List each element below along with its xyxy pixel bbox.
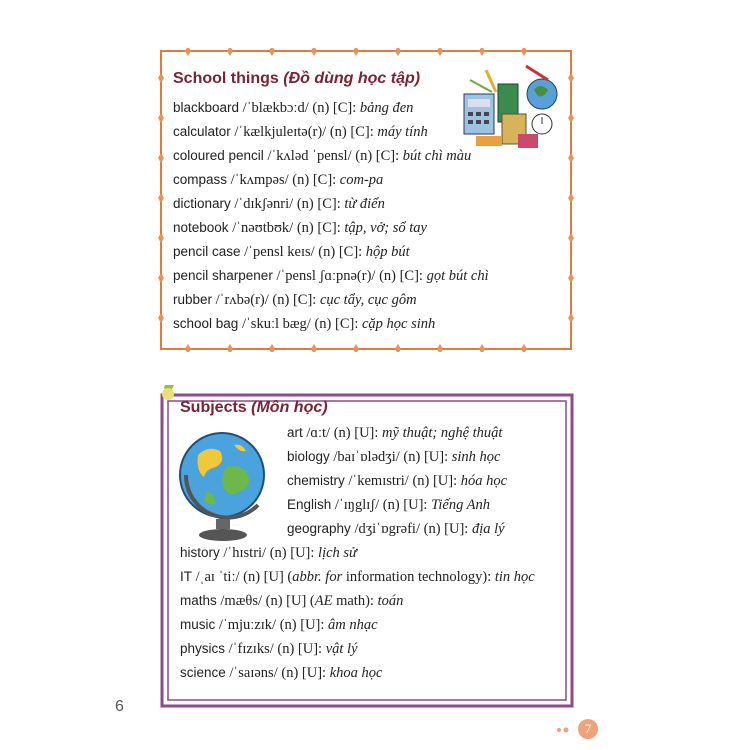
frame-diamond-ornament [521,48,527,56]
entry-ipa: /ˈblækbɔːd/ [242,100,309,116]
page-number-badge: 7 [578,719,598,739]
entry-word: compass [173,172,228,187]
entry-ipa: /ˈkælkjuleɪtə(r)/ [234,124,327,140]
entry-meaning: toán [377,593,404,609]
entry-meaning: bảng đen [359,100,414,116]
school-things-entry [173,268,489,285]
frame-diamond-ornament [353,344,359,352]
entry-ipa: /ˈkemɪstri/ [348,473,409,489]
entry-grammar: (n) [C]: [355,148,400,164]
entry-grammar: (n) [U]: [333,425,379,441]
entry-meaning: âm nhạc [328,617,378,633]
entry-ipa: /ˈpensl ʃɑːpnə(r)/ [276,268,376,284]
frame-diamond-ornament [185,344,191,352]
entry-meaning: mỹ thuật; nghệ thuật [382,425,503,441]
entry-word: pencil sharpener [173,268,273,283]
entry-abbr: abbr. for [292,569,343,585]
frame-diamond-ornament [568,313,574,323]
page-dots-decoration [556,727,576,733]
entry-grammar: (n) [U]: [382,497,428,513]
school-things-card [158,48,574,352]
entry-grammar: (n) [U]: [279,617,325,633]
entry-grammar: (n) [U] ( [243,569,293,585]
school-things-entry [173,244,410,261]
frame-diamond-ornament [437,48,443,56]
entry-word: rubber [173,292,213,307]
entry-meaning: lịch sử [318,545,357,561]
subjects-entry [180,617,378,634]
school-things-entry [173,172,383,189]
page-edge-mark: 6 [115,698,124,715]
entry-ipa: /ˈmjuːzɪk/ [218,617,277,633]
frame-diamond-ornament [311,48,317,56]
school-things-entry [173,148,471,165]
entry-grammar: (n) [C]: [312,100,357,116]
entry-meaning: sinh học [451,449,501,465]
entry-ipa: /ˈskuːl bæg/ [241,316,311,332]
entry-grammar: (n) [U] ( [265,593,315,609]
school-things-entry [173,292,417,309]
entry-word: coloured pencil [173,148,264,163]
entry-grammar: (n) [U]: [269,545,315,561]
entry-ipa: /ɑːt/ [306,425,331,441]
entry-grammar: (n) [C]: [272,292,317,308]
entry-meaning: tập, vở; sổ tay [344,220,427,236]
entry-meaning: từ điển [344,196,385,212]
subjects-entry [180,545,357,562]
entry-word: English [287,497,332,512]
entry-grammar: (n) [U]: [423,521,469,537]
entry-meaning: Tiếng Anh [431,497,491,513]
entry-word: notebook [173,220,229,235]
subjects-entry [287,521,505,538]
entry-ipa: /ˈkʌmpəs/ [230,172,289,188]
entry-ipa: /ˈdɪkʃənri/ [234,196,294,212]
entry-grammar: (n) [C]: [292,172,337,188]
subjects-entry [180,569,535,586]
frame-diamond-ornament [353,48,359,56]
entry-word: chemistry [287,473,345,488]
frame-diamond-ornament [311,344,317,352]
frame-diamond-ornament [568,113,574,123]
entry-grammar: (n) [C]: [379,268,423,284]
entry-ipa: /mæθs/ [220,593,262,609]
entry-grammar: (n) [C]: [296,220,341,236]
subjects-entry [287,497,490,514]
entry-ipa: /baɪˈɒlədʒi/ [333,449,400,465]
entry-grammar: (n) [C]: [329,124,374,140]
entry-grammar: (n) [U]: [277,641,323,657]
entry-meaning: hóa học [460,473,508,489]
entry-word: science [180,665,226,680]
entry-word: maths [180,593,217,608]
entry-word: dictionary [173,196,231,211]
entry-word: history [180,545,220,560]
frame-diamond-ornament [158,273,164,283]
school-things-title: School things (Đồ dùng học tập) [173,70,421,87]
entry-meaning: cặp học sinh [361,316,436,332]
entry-word: music [180,617,216,632]
frame-diamond-ornament [158,233,164,243]
frame-diamond-ornament [568,273,574,283]
frame-diamond-ornament [185,48,191,56]
subjects-entry [180,665,382,682]
entry-ipa: /ˈkʌləd ˈpensl/ [267,148,352,164]
school-things-entry [173,316,435,333]
subjects-entry [287,449,500,466]
frame-diamond-ornament [568,193,574,203]
entry-meaning: máy tính [377,124,428,140]
school-things-entry [173,124,428,141]
entry-grammar: (n) [U]: [412,473,458,489]
entry-word: calculator [173,124,231,139]
entry-expansion: math): [332,593,374,609]
frame-diamond-ornament [437,344,443,352]
entry-meaning: gọt bút chì [426,268,489,284]
frame-diamond-ornament [521,344,527,352]
entry-word: IT [180,569,192,584]
frame-diamond-ornament [568,73,574,83]
frame-diamond-ornament [568,233,574,243]
entry-ipa: /dʒiˈɒgrəfi/ [354,521,420,537]
entry-ipa: /ˈɪŋglɪʃ/ [334,497,380,513]
frame-diamond-ornament [227,48,233,56]
entry-meaning: khoa học [329,665,383,681]
entry-ipa: /ˌaɪ ˈtiː/ [195,569,240,585]
subjects-entry [180,593,403,610]
frame-diamond-ornament [269,48,275,56]
frame-diamond-ornament [227,344,233,352]
school-supplies-illustration [456,64,562,156]
entry-word: pencil case [173,244,241,259]
entry-word: biology [287,449,330,464]
entry-ipa: /ˈnəʊtbʊk/ [232,220,294,236]
entry-word: physics [180,641,226,656]
entry-word: school bag [173,316,239,331]
frame-diamond-ornament [568,153,574,163]
entry-ipa: /ˈhɪstri/ [223,545,267,561]
entry-ipa: /ˈfɪzɪks/ [228,641,274,657]
globe-illustration [176,427,276,547]
frame-diamond-ornament [479,344,485,352]
entry-word: blackboard [173,100,240,115]
frame-diamond-ornament [395,48,401,56]
frame-diamond-ornament [158,193,164,203]
subjects-entry [287,473,507,490]
frame-diamond-ornament [158,313,164,323]
entry-abbr: AE [314,593,333,609]
subjects-card [160,385,574,708]
entry-grammar: (n) [C]: [318,244,363,260]
entry-meaning: vật lý [325,641,358,657]
subjects-entry [180,641,358,658]
school-things-entry [173,100,413,117]
entry-meaning: bút chì màu [402,148,472,164]
frame-diamond-ornament [395,344,401,352]
entry-meaning: tin học [494,569,535,585]
frame-diamond-ornament [269,344,275,352]
entry-expansion: information technology): [342,569,492,585]
entry-ipa: /ˈpensl keɪs/ [244,244,315,260]
entry-ipa: /ˈsaɪəns/ [229,665,278,681]
frame-diamond-ornament [158,153,164,163]
entry-grammar: (n) [C]: [314,316,359,332]
entry-grammar: (n) [C]: [296,196,341,212]
entry-grammar: (n) [U]: [281,665,327,681]
frame-diamond-ornament [158,73,164,83]
school-things-entry [173,220,427,237]
entry-ipa: /ˈrʌbə(r)/ [215,292,269,308]
frame-diamond-ornament [158,113,164,123]
subjects-title: Subjects (Môn học) [180,399,328,416]
frame-diamond-ornament [479,48,485,56]
entry-word: geography [287,521,351,536]
subjects-entry [287,425,502,442]
entry-word: art [287,425,303,440]
entry-meaning: hộp bút [365,244,410,260]
entry-meaning: địa lý [471,521,505,537]
school-things-entry [173,196,385,213]
entry-grammar: (n) [U]: [403,449,449,465]
entry-meaning: com-pa [339,172,384,188]
entry-meaning: cục tẩy, cục gôm [319,292,417,308]
